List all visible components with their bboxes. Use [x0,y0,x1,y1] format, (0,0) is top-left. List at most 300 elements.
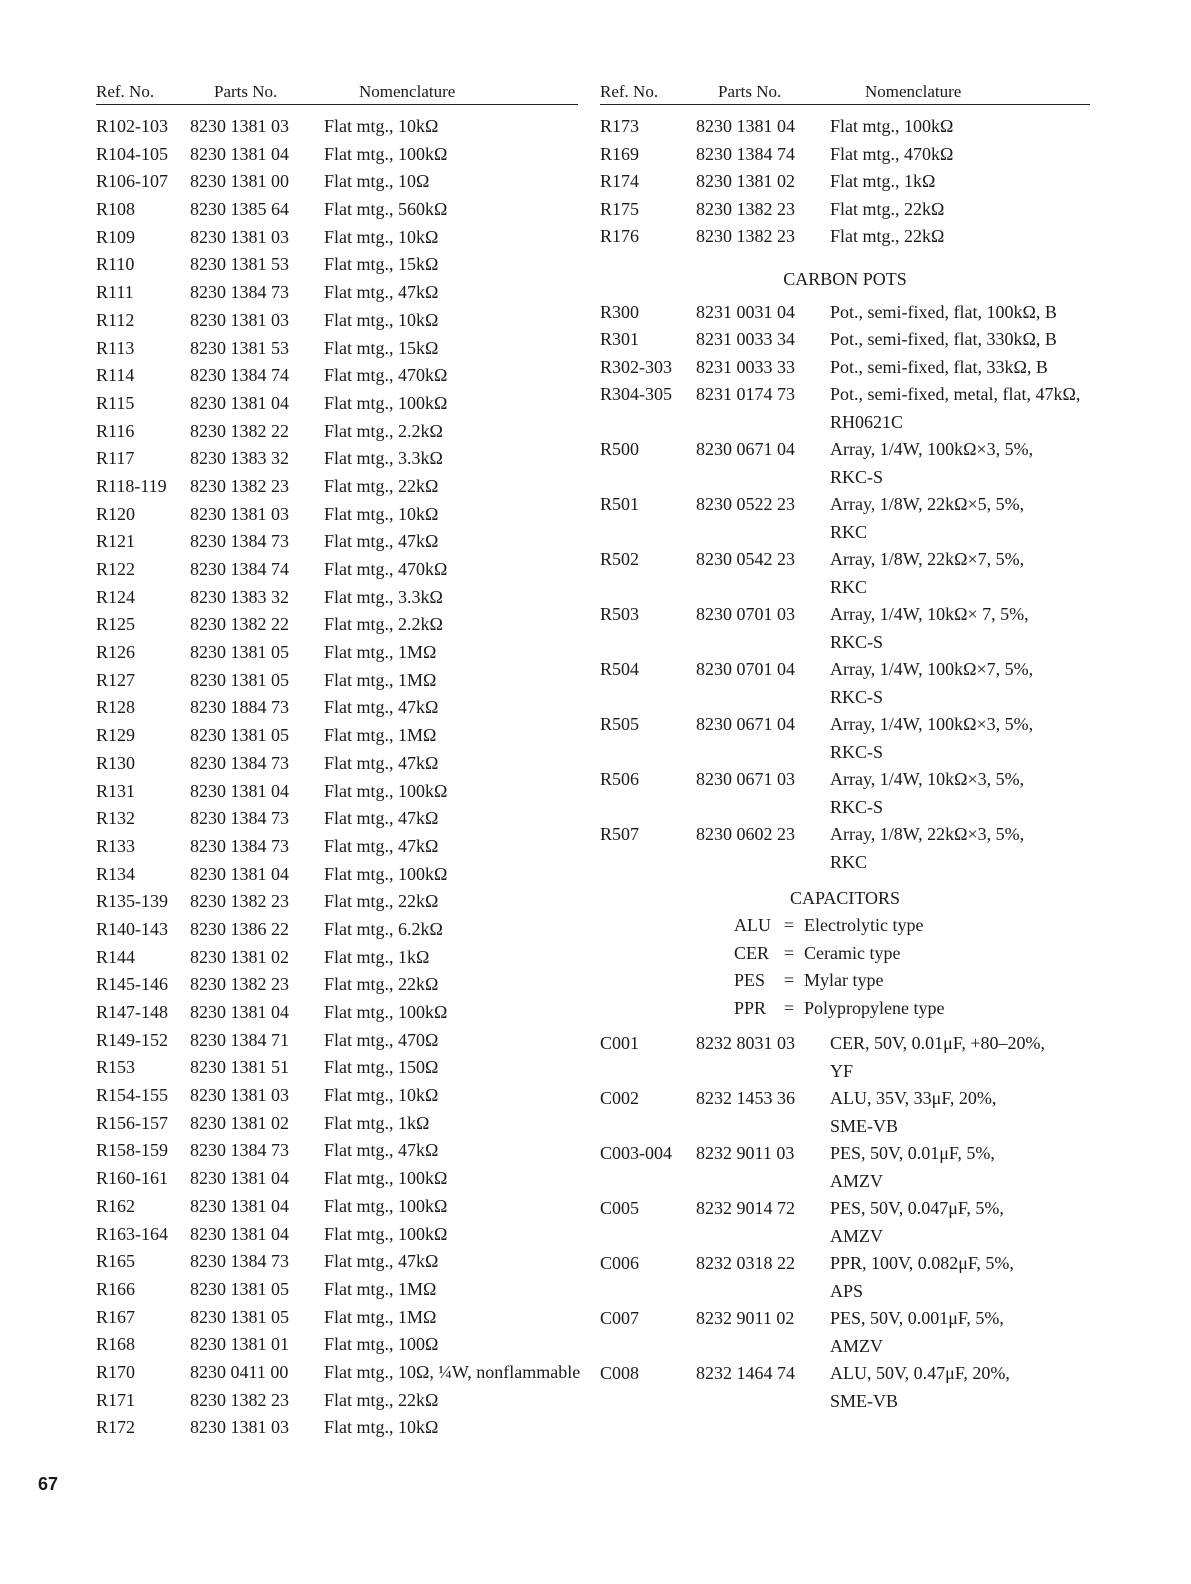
nomenclature-continuation: AMZV [830,1225,883,1246]
table-row [96,999,578,1027]
ref-no: R131 [96,780,136,801]
legend-description: Electrolytic type [804,915,924,935]
table-row [96,335,578,363]
ref-no: R135-139 [96,891,168,912]
nomenclature: Flat mtg., 100kΩ [324,392,448,413]
table-row [96,1193,578,1221]
ref-no: R171 [96,1389,136,1410]
ref-no: C005 [600,1198,640,1218]
nomenclature: Flat mtg., 3.3kΩ [324,586,443,607]
nomenclature-continuation: SME-VB [830,1390,899,1411]
ref-no: R130 [96,752,136,773]
nomenclature-continuation: AMZV [830,1170,883,1191]
parts-no: 8230 1381 53 [190,337,289,358]
table-row [96,971,578,999]
parts-no: 8232 9011 03 [696,1143,795,1163]
table-row [96,418,578,446]
right-table-header [600,76,1090,105]
nomenclature: Array, 1/4W, 10kΩ×3, 5%, [830,769,1025,789]
nomenclature: ALU, 50V, 0.47μF, 20%, [830,1363,1010,1383]
parts-no: 8230 1884 73 [190,697,289,718]
table-row [96,501,578,529]
ref-no: C002 [600,1088,640,1108]
ref-no: R122 [96,559,136,579]
ref-no: R301 [600,329,640,349]
ref-no: R167 [96,1306,136,1327]
parts-no: 8230 0701 03 [696,604,795,624]
table-row [600,381,1090,409]
nomenclature: Pot., semi-fixed, flat, 100kΩ, B [830,301,1057,322]
right-resistor-rows [600,113,1090,251]
table-row [96,251,578,279]
nomenclature: Flat mtg., 560kΩ [324,199,448,220]
table-row [600,766,1090,794]
ref-no: R111 [96,282,134,303]
ref-no: C003-004 [600,1143,672,1163]
parts-no: 8230 1381 03 [190,116,289,136]
nomenclature: Flat mtg., 100kΩ [324,1002,448,1022]
table-row [96,1387,578,1415]
nomenclature: Flat mtg., 100Ω [324,1334,439,1355]
nomenclature: Flat mtg., 22kΩ [324,475,439,496]
parts-no: 8230 1381 05 [190,642,289,663]
parts-no: 8230 1381 03 [190,309,289,330]
nomenclature: Flat mtg., 1kΩ [324,1112,430,1133]
legend-equals: = [783,942,795,963]
nomenclature: Array, 1/8W, 22kΩ×3, 5%, [830,824,1025,844]
nomenclature: Flat mtg., 3.3kΩ [324,448,443,469]
nomenclature-continuation: RKC [830,851,868,872]
parts-no: 8230 1384 73 [190,835,289,856]
ref-no: R166 [96,1278,136,1299]
ref-no: R126 [96,642,136,663]
parts-no: 8232 8031 03 [696,1033,795,1053]
nomenclature: Flat mtg., 1MΩ [324,725,437,746]
ref-no: R129 [96,725,136,746]
ref-no: R140-143 [96,918,168,939]
ref-no-header: Ref. No. [600,82,659,101]
ref-no: R144 [96,946,136,967]
table-row [600,1360,1090,1388]
nomenclature: Flat mtg., 10Ω [324,171,430,192]
table-row [96,113,578,141]
ref-no: R169 [600,143,640,164]
nomenclature: Flat mtg., 10kΩ [324,1085,439,1106]
parts-no: 8230 0671 04 [696,439,795,459]
ref-no: R506 [600,769,640,789]
parts-no: 8230 0542 23 [696,549,795,569]
nomenclature-continuation: RKC-S [830,796,884,817]
nomenclature: Array, 1/8W, 22kΩ×5, 5%, [830,494,1025,514]
parts-no: 8230 1381 04 [190,1223,289,1244]
nomenclature: Flat mtg., 470Ω [324,1029,439,1050]
nomenclature: Flat mtg., 100kΩ [324,1168,448,1189]
ref-no: R133 [96,835,136,856]
nomenclature: PPR, 100V, 0.082μF, 5%, [830,1253,1014,1273]
table-row [600,1250,1090,1278]
ref-no: R145-146 [96,974,168,995]
legend-description: Ceramic type [804,942,901,963]
nomenclature-continuation: SME-VB [830,1115,899,1136]
nomenclature-continuation: YF [830,1060,854,1081]
ref-no: R165 [96,1251,136,1272]
table-row [600,436,1090,464]
ref-no: R102-103 [96,116,168,136]
table-row [96,1165,578,1193]
nomenclature: Flat mtg., 100kΩ [830,116,954,136]
parts-no: 8230 1381 53 [190,254,289,275]
nomenclature-continuation: RKC-S [830,741,884,762]
nomenclature: Flat mtg., 100kΩ [324,143,448,164]
table-row [96,916,578,944]
nomenclature: Flat mtg., 47kΩ [324,531,439,552]
parts-no: 8230 0701 04 [696,659,795,679]
table-row [600,113,1090,141]
nomenclature: Flat mtg., 22kΩ [324,891,439,912]
parts-no: 8230 1381 00 [190,171,289,192]
nomenclature-continuation: AMZV [830,1335,883,1356]
nomenclature: Array, 1/4W, 100kΩ×7, 5%, [830,659,1034,679]
table-row [600,168,1090,196]
nomenclature: Flat mtg., 47kΩ [324,1251,439,1272]
nomenclature: PES, 50V, 0.047μF, 5%, [830,1198,1004,1218]
parts-no: 8230 1381 05 [190,669,289,690]
parts-no-header: Parts No. [214,82,278,101]
table-row [600,1305,1090,1333]
parts-no: 8232 0318 22 [696,1253,795,1273]
parts-no: 8230 1381 04 [696,116,795,136]
ref-no: R108 [96,199,136,220]
parts-no: 8231 0033 33 [696,356,795,377]
nomenclature: Pot., semi-fixed, metal, flat, 47kΩ, [830,384,1081,404]
table-row [600,196,1090,224]
ref-no: C007 [600,1308,640,1328]
nomenclature: Flat mtg., 100kΩ [324,780,448,801]
parts-no: 8230 1384 73 [190,282,289,303]
legend-abbreviation: PPR [734,997,767,1018]
table-row [96,1276,578,1304]
nomenclature: Flat mtg., 10kΩ [324,116,439,136]
ref-no: R156-157 [96,1112,168,1133]
ref-no: R118-119 [96,475,167,496]
carbon-pots-list [600,299,1090,877]
page-number: 67 [38,1474,59,1494]
parts-no: 8230 1381 02 [190,1112,289,1133]
nomenclature: Flat mtg., 47kΩ [324,835,439,856]
ref-no: R507 [600,824,640,844]
table-row [96,639,578,667]
legend-abbreviation: PES [734,970,766,990]
table-row [96,279,578,307]
ref-no: R109 [96,226,136,247]
table-row [96,1359,581,1387]
table-row [96,805,578,833]
nomenclature: Flat mtg., 15kΩ [324,254,439,275]
parts-no: 8230 1381 51 [190,1057,289,1078]
table-row [96,307,578,335]
parts-no: 8230 1381 02 [696,171,795,191]
right-parts-column [600,76,1090,1415]
ref-no: R106-107 [96,171,168,192]
table-row [600,326,1090,354]
ref-no: R112 [96,309,135,330]
parts-no: 8230 0671 04 [696,714,795,734]
table-row [600,354,1090,382]
nomenclature: Flat mtg., 100kΩ [324,863,448,884]
ref-no: R501 [600,494,640,514]
table-row [96,1414,578,1442]
parts-no: 8230 1381 04 [190,392,289,413]
ref-no: R503 [600,604,640,624]
table-row [600,1030,1090,1058]
parts-no: 8230 1381 04 [190,143,289,164]
parts-no: 8230 1382 22 [190,420,289,441]
ref-no: R153 [96,1057,136,1078]
nomenclature: Flat mtg., 470kΩ [830,143,954,164]
nomenclature: Flat mtg., 22kΩ [830,226,945,246]
table-row [600,491,1090,519]
parts-no: 8231 0033 34 [696,329,795,349]
parts-no: 8230 1384 73 [190,1140,289,1161]
table-row [96,861,578,889]
ref-no: R121 [96,531,136,552]
table-row [96,722,578,750]
nomenclature: Array, 1/4W, 100kΩ×3, 5%, [830,714,1034,734]
ref-no: R115 [96,392,135,413]
ref-no: R104-105 [96,143,168,164]
legend-item [734,912,1090,940]
legend-description: Mylar type [804,970,884,990]
table-row [96,445,578,473]
nomenclature-continuation: RKC [830,576,868,597]
ref-no: C008 [600,1363,640,1383]
parts-no: 8230 0671 03 [696,769,795,789]
ref-no: R174 [600,171,640,191]
parts-no: 8230 0411 00 [190,1361,289,1382]
parts-no: 8230 1381 02 [190,946,289,967]
parts-no: 8230 1382 23 [190,1389,289,1410]
table-row [96,390,578,418]
ref-no: R168 [96,1334,136,1355]
ref-no: R134 [96,863,136,884]
parts-no: 8230 1386 22 [190,918,289,939]
parts-no: 8230 1385 64 [190,199,289,220]
legend-equals: = [783,997,795,1018]
table-row [96,611,578,639]
parts-no: 8230 1381 03 [190,1417,289,1438]
nomenclature: Flat mtg., 22kΩ [324,974,439,995]
nomenclature: Flat mtg., 2.2kΩ [324,614,443,635]
nomenclature: Array, 1/4W, 100kΩ×3, 5%, [830,439,1034,459]
left-table-header [96,76,578,105]
table-row [600,546,1090,574]
parts-no: 8232 1464 74 [696,1363,795,1383]
nomenclature: Pot., semi-fixed, flat, 330kΩ, B [830,329,1057,349]
parts-no: 8230 0602 23 [696,824,795,844]
nomenclature: Flat mtg., 10kΩ [324,309,439,330]
ref-no: R147-148 [96,1002,168,1022]
ref-no: R163-164 [96,1223,168,1244]
ref-no-header: Ref. No. [96,82,155,101]
table-row [96,1221,578,1249]
ref-no: R110 [96,254,135,275]
nomenclature: Flat mtg., 1MΩ [324,642,437,663]
capacitors-heading: CAPACITORS [789,888,901,908]
table-row [96,1054,578,1082]
nomenclature: Flat mtg., 150Ω [324,1057,439,1078]
capacitor-type-legend [600,912,1090,1022]
parts-no: 8230 1382 23 [190,475,289,496]
table-row [96,750,578,778]
table-row [96,224,578,252]
nomenclature: ALU, 35V, 33μF, 20%, [830,1088,997,1108]
parts-no: 8230 0522 23 [696,494,795,514]
parts-no: 8230 1384 74 [696,143,795,164]
table-row [600,601,1090,629]
nomenclature: Flat mtg., 1MΩ [324,1278,437,1299]
nomenclature: PES, 50V, 0.001μF, 5%, [830,1308,1004,1328]
nomenclature: Flat mtg., 47kΩ [324,1140,439,1161]
carbon-pots-heading: CARBON POTS [783,268,907,289]
nomenclature-header: Nomenclature [359,82,456,101]
ref-no: C001 [600,1033,640,1053]
ref-no: C006 [600,1253,640,1273]
nomenclature: Flat mtg., 2.2kΩ [324,420,443,441]
parts-no: 8230 1381 04 [190,780,289,801]
legend-abbreviation: CER [734,942,770,963]
table-row [600,223,1090,251]
nomenclature: Flat mtg., 1MΩ [324,1306,437,1327]
ref-no: R500 [600,439,640,459]
table-row [600,299,1090,327]
parts-no: 8230 1384 73 [190,1251,289,1272]
nomenclature: Flat mtg., 470kΩ [324,365,448,386]
ref-no: R116 [96,420,135,441]
ref-no: R175 [600,198,640,219]
parts-no: 8230 1381 04 [190,1168,289,1189]
parts-no: 8230 1381 03 [190,226,289,247]
parts-no: 8230 1384 73 [190,531,289,552]
parts-no: 8230 1381 05 [190,725,289,746]
ref-no: R302-303 [600,356,672,377]
parts-no: 8230 1383 32 [190,586,289,607]
table-row [96,1027,578,1055]
nomenclature: Flat mtg., 100kΩ [324,1195,448,1216]
parts-no: 8230 1382 23 [190,974,289,995]
table-row [600,711,1090,739]
parts-no: 8230 1381 04 [190,1195,289,1216]
nomenclature: CER, 50V, 0.01μF, +80–20%, [830,1033,1046,1053]
ref-no: R120 [96,503,136,524]
nomenclature: Flat mtg., 1MΩ [324,669,437,690]
ref-no: R158-159 [96,1140,168,1161]
nomenclature-continuation: RKC-S [830,631,884,652]
legend-abbreviation: ALU [734,915,771,935]
table-row [96,1110,578,1138]
ref-no: R162 [96,1195,136,1216]
nomenclature: Flat mtg., 10Ω, ¼W, nonflammable [324,1361,581,1382]
nomenclature: Flat mtg., 10kΩ [324,226,439,247]
parts-no: 8230 1384 74 [190,559,289,579]
nomenclature: PES, 50V, 0.01μF, 5%, [830,1143,995,1163]
ref-no: R176 [600,226,640,246]
nomenclature: Flat mtg., 47kΩ [324,697,439,718]
ref-no: R127 [96,669,136,690]
parts-no: 8230 1382 22 [190,614,289,635]
ref-no: R132 [96,808,136,829]
parts-no: 8230 1381 03 [190,503,289,524]
ref-no: R172 [96,1417,136,1438]
parts-no: 8230 1381 04 [190,863,289,884]
legend-item [734,967,1090,995]
nomenclature: Flat mtg., 10kΩ [324,1417,439,1438]
ref-no: R160-161 [96,1168,168,1189]
ref-no: R502 [600,549,640,569]
parts-no: 8232 1453 36 [696,1088,795,1108]
legend-equals: = [783,915,795,935]
nomenclature: Flat mtg., 1kΩ [830,171,936,191]
left-table-body [96,113,581,1442]
table-row [96,1304,578,1332]
ref-no: R504 [600,659,640,679]
nomenclature: Array, 1/4W, 10kΩ× 7, 5%, [830,604,1029,624]
table-row [96,556,578,584]
table-row [600,1195,1090,1223]
legend-description: Polypropylene type [804,997,945,1018]
parts-no-header: Parts No. [718,82,782,101]
nomenclature: Flat mtg., 47kΩ [324,808,439,829]
parts-no: 8230 1384 74 [190,365,289,386]
table-row [96,778,578,806]
ref-no: R124 [96,586,136,607]
table-row [96,362,578,390]
parts-no: 8232 9014 72 [696,1198,795,1218]
parts-no: 8230 1382 23 [190,891,289,912]
table-row [96,1137,578,1165]
parts-no: 8231 0031 04 [696,301,795,322]
table-row [96,168,578,196]
parts-no: 8230 1381 04 [190,1002,289,1022]
table-row [96,667,578,695]
parts-no: 8230 1381 05 [190,1306,289,1327]
ref-no: R304-305 [600,384,672,404]
nomenclature: Flat mtg., 100kΩ [324,1223,448,1244]
table-row [600,141,1090,169]
ref-no: R300 [600,301,640,322]
parts-no: 8230 1384 73 [190,752,289,773]
ref-no: R117 [96,448,135,469]
table-row [96,1082,578,1110]
ref-no: R170 [96,1361,136,1382]
nomenclature: Flat mtg., 15kΩ [324,337,439,358]
nomenclature-continuation: RKC [830,521,868,542]
table-row [600,821,1090,849]
capacitors-list [600,1030,1090,1415]
nomenclature: Flat mtg., 47kΩ [324,752,439,773]
nomenclature: Flat mtg., 1kΩ [324,946,430,967]
nomenclature-continuation: RKC-S [830,686,884,707]
parts-no: 8232 9011 02 [696,1308,795,1328]
legend-item [734,940,1090,968]
parts-no: 8230 1381 03 [190,1085,289,1106]
legend-equals: = [783,970,795,990]
nomenclature: Flat mtg., 47kΩ [324,282,439,303]
ref-no: R154-155 [96,1085,168,1106]
table-row [96,141,578,169]
ref-no: R173 [600,116,640,136]
nomenclature: Flat mtg., 22kΩ [830,198,945,219]
parts-no: 8230 1381 01 [190,1334,289,1355]
